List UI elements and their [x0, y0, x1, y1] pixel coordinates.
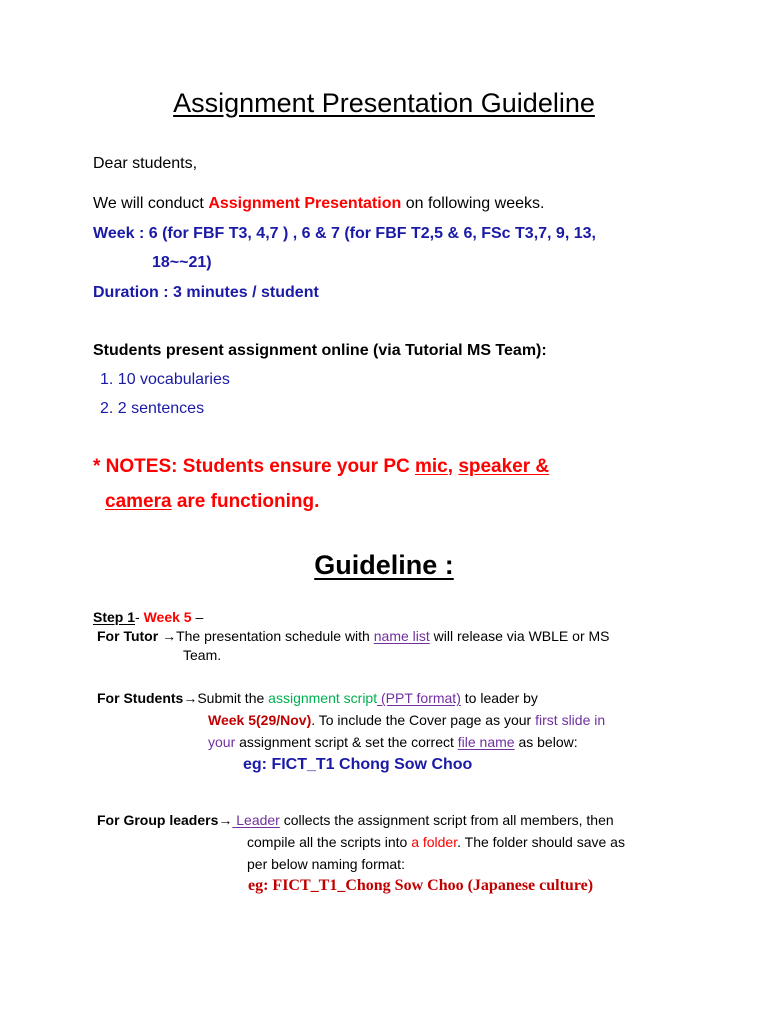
leader-link[interactable]: Leader: [232, 812, 280, 828]
first-slide-text: first slide in: [535, 712, 606, 728]
students-post: to leader by: [460, 690, 538, 706]
leaders-label: For Group leaders: [97, 812, 219, 828]
leaders-example: eg: FICT_T1_Chong Sow Choo (Japanese culture): [248, 877, 594, 894]
file-name-link[interactable]: file name: [457, 734, 515, 750]
present-item-1: 1. 10 vocabularies: [100, 371, 230, 388]
greeting: Dear students,: [93, 155, 198, 172]
notes-speaker: speaker &: [458, 456, 550, 477]
tutor-text-post: will release via WBLE or MS: [429, 628, 610, 644]
folder-text: a folder: [411, 834, 458, 850]
arrow-icon: →: [218, 812, 233, 828]
present-heading: Students present assignment online (via Tutorial MS Team):: [93, 342, 547, 359]
weeks-label: Week :: [93, 225, 149, 242]
notes-mic: mic: [415, 456, 448, 477]
tutor-line-1: [97, 628, 610, 644]
ppt-format-link[interactable]: (PPT format): [377, 690, 461, 706]
intro-pre: We will conduct: [93, 195, 209, 212]
weeks-text: 6 (for FBF T3, 4,7 ) , 6 & 7 (for FBF T2,5 & 6, FSc T3,7, 9, 13,: [148, 225, 596, 242]
arrow-icon: →: [183, 690, 198, 706]
students-line-1: [97, 690, 538, 706]
leaders-line2-post: . The folder should save as: [457, 834, 625, 850]
notes-comma: ,: [447, 456, 459, 477]
students-week: Week 5(29/Nov): [208, 712, 312, 728]
arrow-icon: →: [162, 628, 177, 644]
intro-line: [93, 195, 544, 213]
leaders-line-2: [247, 834, 625, 850]
notes-line-1: [93, 456, 549, 478]
students-line3-post: as below:: [514, 734, 578, 750]
intro-highlight: Assignment Presentation: [208, 195, 402, 212]
leaders-line-3: per below naming format:: [247, 856, 405, 872]
students-example: eg: FICT_T1 Chong Sow Choo: [243, 756, 473, 773]
students-line-2: [208, 712, 605, 728]
name-list-link[interactable]: name list: [373, 628, 430, 644]
your-text: your: [208, 734, 236, 750]
weeks-line-1: [93, 225, 596, 243]
tutor-label: For Tutor: [97, 628, 163, 644]
students-mid: . To include the Cover page as your: [311, 712, 536, 728]
notes-line-2: [105, 491, 319, 513]
step-line: [93, 609, 203, 625]
leaders-line-1: [97, 812, 614, 828]
tutor-text-pre: The presentation schedule with: [176, 628, 374, 644]
step-week: Week 5: [143, 609, 192, 625]
notes-camera: camera: [105, 491, 172, 512]
notes-post: are functioning.: [171, 491, 320, 512]
leaders-line2-pre: compile all the scripts into: [247, 834, 412, 850]
notes-pre: * NOTES: Students ensure your PC: [93, 456, 415, 477]
assignment-script-text: assignment script: [268, 690, 378, 706]
students-line-3: [208, 734, 578, 750]
students-line3-mid: assignment script & set the correct: [235, 734, 458, 750]
guideline-title: Guideline :: [314, 550, 454, 580]
tutor-line-2: Team.: [183, 647, 222, 663]
weeks-line-2: 18~~21): [152, 254, 212, 271]
page-title: Assignment Presentation Guideline: [173, 88, 595, 118]
step-trail: –: [191, 609, 204, 625]
duration: Duration : 3 minutes / student: [93, 284, 319, 301]
present-item-2: 2. 2 sentences: [100, 400, 205, 417]
intro-post: on following weeks.: [401, 195, 545, 212]
step-label: Step 1: [93, 609, 136, 625]
students-pre: Submit the: [197, 690, 269, 706]
students-label: For Students: [97, 690, 184, 706]
step-dash: -: [135, 609, 144, 625]
leaders-line1-post: collects the assignment script from all members, then: [279, 812, 614, 828]
